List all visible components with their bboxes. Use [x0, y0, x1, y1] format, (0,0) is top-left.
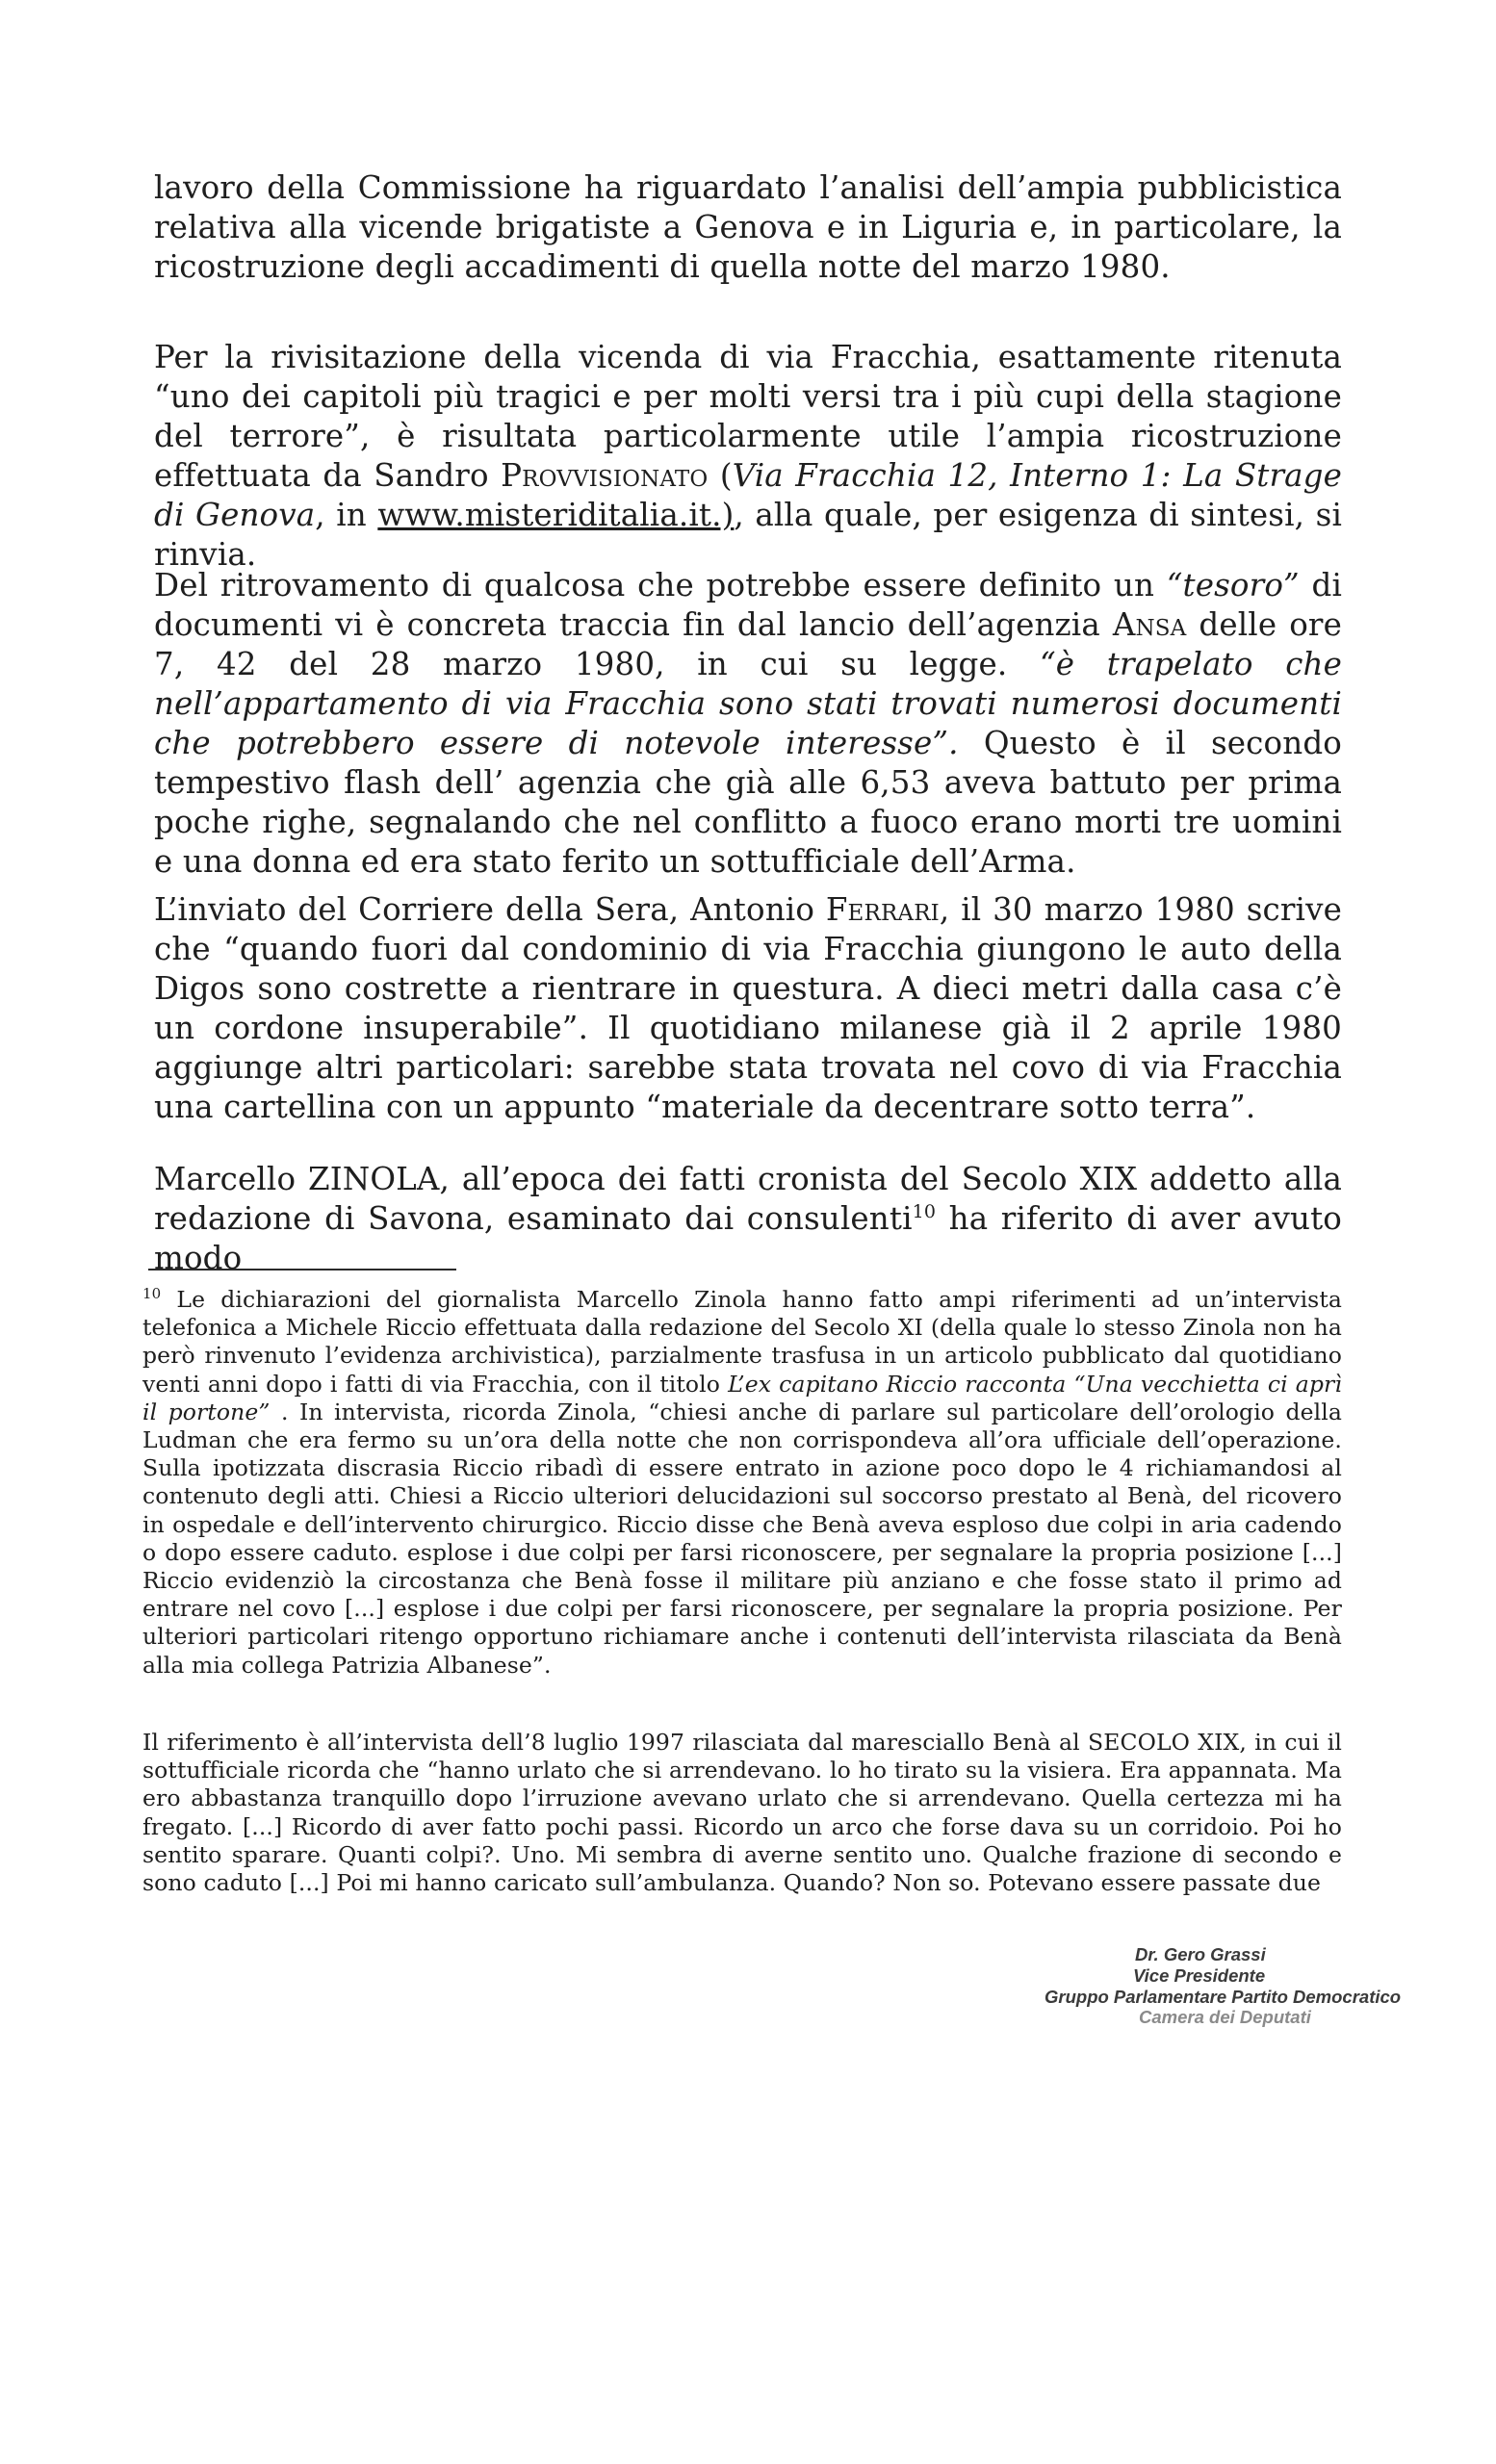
- stamp-role: Vice Presidente: [1133, 1965, 1266, 1986]
- author-name: Provvisionato: [501, 457, 709, 494]
- paragraph-text: L’inviato del Corriere della Sera, Antonio: [154, 891, 826, 928]
- paragraph-text: delle ore 7, 42 del 28 marzo 1980, in cui su legge.: [154, 606, 1342, 682]
- agency-name: Ansa: [1112, 606, 1187, 643]
- paragraph-text: lavoro della Commissione ha riguardato l’analisi dell’ampia pubblicistica relativa alla vicende brigatiste a Genova e in Liguria e, in particolare, la ricostruzione degli accadimenti di quella notte del marzo 1980.: [154, 169, 1342, 285]
- stamp-group: Gruppo Parlamentare Partito Democratico: [1045, 1987, 1402, 2007]
- footnote-text: Il riferimento è all’intervista dell’8 luglio 1997 rilasciata dal maresciallo Benà al SECOLO XIX, in cui il sottufficiale ricorda che “hanno urlato che si arrendevano. lo ho tirato su la visiera. Era appannata. Ma ero abbastanza tranquillo dopo l’irruzione avevano urlato che si arrendevano. Quella certezza mi ha fregato. [...] Ricordo di aver fatto pochi passi. Ricordo un arco che forse dava su un corridoio. Poi ho sentito sparare. Quanti colpi?. Uno. Mi sembra di averne sentito uno. Qualche frazione di secondo e sono caduto [...] Poi mi hanno caricato sull’ambulanza. Quando? Non so. Potevano essere passate due: [142, 1729, 1342, 1897]
- book-title: Via Fracchia 12, Interno 1: La Strage di Genova: [154, 457, 1342, 533]
- website-link[interactable]: www.misteriditalia.it.): [377, 497, 735, 533]
- paragraph-via-fracchia: [154, 338, 1342, 575]
- emphasis-tesoro: “tesoro”: [1166, 567, 1300, 603]
- agency-quote: “è trapelato che nell’appartamento di via Fracchia sono stati trovati numerosi documenti che potrebbero essere di notevole interesse”.: [154, 646, 1343, 761]
- paragraph-text: , il 30 marzo 1980 scrive che “quando fuori dal condominio di via Fracchia giungono le auto della Digos sono costrette a rientrare in questura. A dieci metri dalla casa c’è un cordone insuperabile”. Il quotidiano milanese già il 2 aprile 1980 aggiunge altri particolari: sarebbe stata trovata nel covo di via Fracchia una cartellina con un appunto “materiale da decentrare sotto terra”.: [154, 891, 1342, 1125]
- paragraph-text: (: [708, 457, 733, 494]
- footnote-number: 10: [142, 1285, 162, 1303]
- paragraph-text: , in: [315, 497, 378, 533]
- footnote-reference: 10: [912, 1201, 937, 1223]
- paragraph-text: Marcello ZINOLA, all’epoca dei fatti cronista del Secolo XIX addetto alla redazione di Savona, esaminato dai consulenti: [154, 1161, 1342, 1237]
- paragraph-text: , alla quale, per esigenza di sintesi, si rinvia.: [154, 497, 1342, 573]
- paragraph-text: di documenti vi è concreta traccia fin dal lancio dell’agenzia: [154, 567, 1342, 643]
- footnote-divider: [148, 1269, 456, 1270]
- footnote-10: [142, 1286, 1342, 1680]
- paragraph-text: ha riferito di aver avuto modo: [154, 1200, 1342, 1276]
- journalist-name: Ferrari: [825, 891, 940, 928]
- paragraph-ansa-report: [154, 566, 1342, 882]
- article-title: L’ex capitano Riccio racconta “Una vecchietta ci aprì il portone”: [142, 1370, 1342, 1425]
- paragraph-text: Per la rivisitazione della vicenda di via Fracchia, esattamente ritenuta “uno dei capitoli più tragici e per molti versi tra i più cupi della stagione del terrore”, è risultata particolarmente utile l’ampia ricostruzione effettuata da Sandro: [154, 339, 1342, 494]
- footnote-text: . In intervista, ricorda Zinola, “chiesi anche di parlare sul particolare dell’orologio della Ludman che era fermo su un’ora della notte che non corrispondeva all’ora ufficiale dell’operazione. Sulla ipotizzata discrasia Riccio ribadì di essere entrato in azione poco dopo le 4 richiamandosi al contenuto degli atti. Chiesi a Riccio ulteriori delucidazioni sul soccorso prestato al Benà, del ricovero in ospedale e dell’intervento chirurgico. Riccio disse che Benà aveva esploso due colpi in aria cadendo o dopo essere caduto. esplose i due colpi per farsi riconoscere, per segnalare la propria posizione [...] Riccio evidenziò la circostanza che Benà fosse il militare più anziano e che fosse stato il primo ad entrare nel covo [...] esplose i due colpi per farsi riconoscere, per segnalare la propria posizione. Per ulteriori particolari ritengo opportuno richiamare anche i contenuti dell’intervista rilasciata da Benà alla mia collega Patrizia Albanese”.: [142, 1398, 1342, 1679]
- paragraph-text: Questo è il secondo tempestivo flash dell’ agenzia che già alle 6,53 aveva battuto per prima poche righe, segnalando che nel conflitto a fuoco erano morti tre uomini e una donna ed era stato ferito un sottufficiale dell’Arma.: [154, 725, 1342, 880]
- paragraph-commission-work: [154, 168, 1342, 287]
- paragraph-text: Del ritrovamento di qualcosa che potrebbe essere definito un: [154, 567, 1167, 603]
- stamp-name: Dr. Gero Grassi: [1135, 1944, 1266, 1964]
- paragraph-corriere-report: [154, 890, 1342, 1127]
- stamp-chamber: Camera dei Deputati: [1139, 2007, 1311, 2027]
- paragraph-zinola: [154, 1160, 1342, 1278]
- signature-stamp: [1045, 1944, 1420, 2027]
- footnote-10-continued: [142, 1729, 1342, 1897]
- footnote-text: Le dichiarazioni del giornalista Marcello Zinola hanno fatto ampi riferimenti ad un’intervista telefonica a Michele Riccio effettuata dalla redazione del Secolo XI (della quale lo stesso Zinola non ha però rinvenuto l’evidenza archivistica), parzialmente trasfusa in un articolo pubblicato dal quotidiano venti anni dopo i fatti di via Fracchia, con il titolo: [142, 1286, 1342, 1398]
